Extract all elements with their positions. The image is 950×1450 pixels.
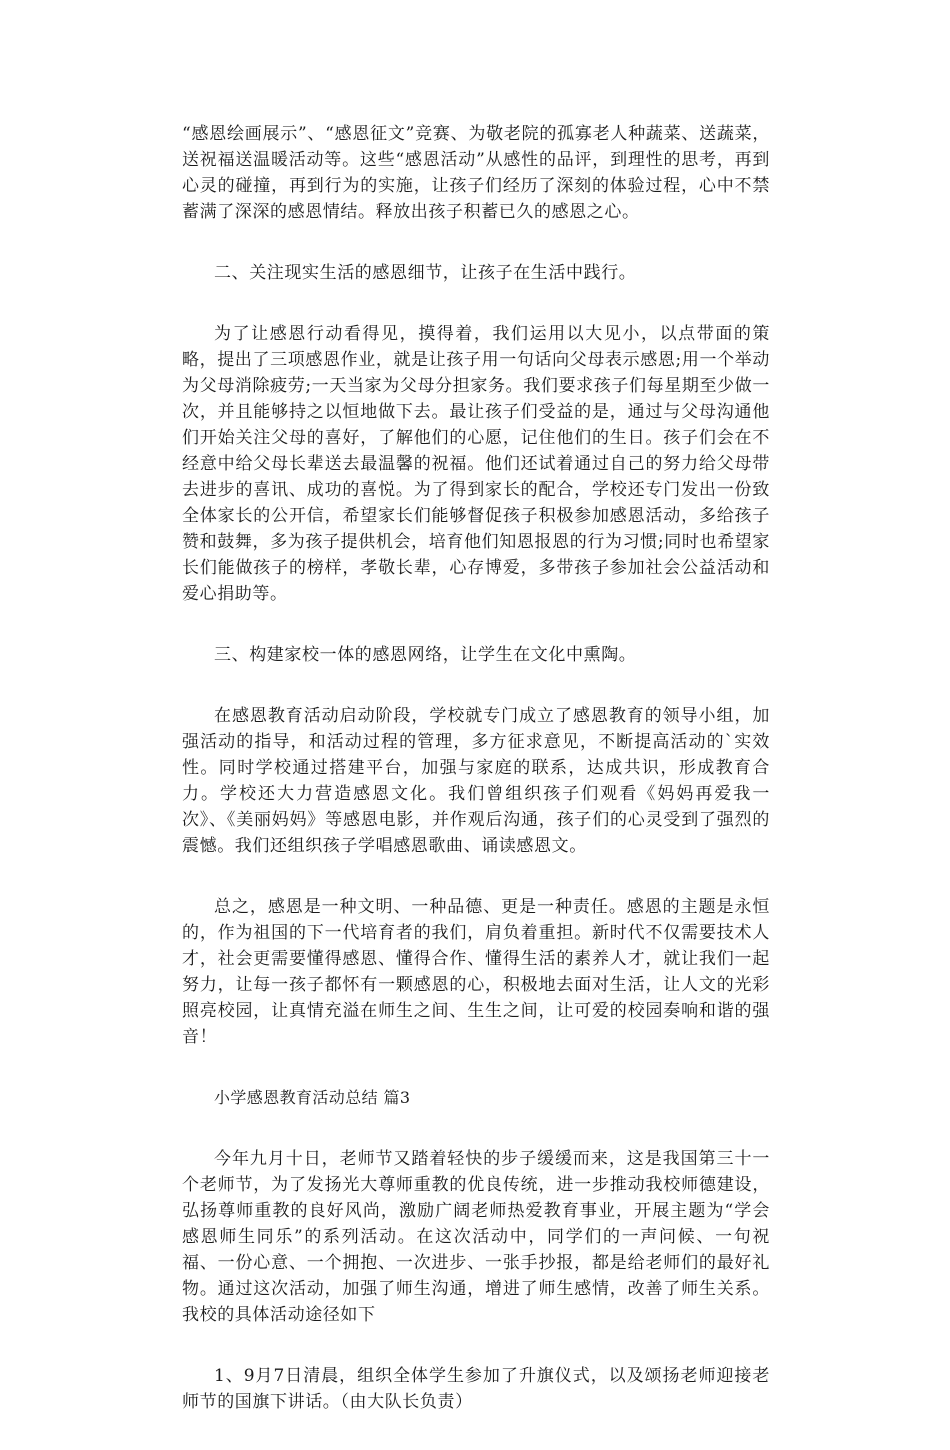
- paragraph-conclusion: 总之，感恩是一种文明、一种品德、更是一种责任。感恩的主题是永恒的，作为祖国的下一代培育者的我们，肩负着重担。新时代不仅需要技术人才，社会更需要懂得感恩、懂得合作、懂得生活的素养人才，就让我们一起努力，让每一孩子都怀有一颗感恩的心，积极地去面对生活，让人文的光彩照亮校园，让真情充溢在师生之间、生生之间，让可爱的校园奏响和谐的强音！: [182, 897, 770, 1047]
- paragraph-school-culture: 在感恩教育活动启动阶段，学校就专门成立了感恩教育的领导小组，加强活动的指导，和活动过程的管理，多方征求意见，不断提高活动的`实效性。同时学校通过搭建平台，加强与家庭的联系，达成共识，形成教育合力。学校还大力营造感恩文化。我们曾组织孩子们观看《妈妈再爱我一次》、《美丽妈妈》等感恩电影，并作观后沟通，孩子们的心灵受到了强烈的震憾。我们还组织孩子学唱感恩歌曲、诵读感恩文。: [182, 706, 770, 856]
- paragraph-continued: “感恩绘画展示”、“感恩征文”竞赛、为敬老院的孤寡老人种蔬菜、送蔬菜，送祝福送温暖活动等。这些“感恩活动”从感性的品评，到理性的思考，再到心灵的碰撞，再到行为的实施，让孩子们经历了深刻的体验过程，心中不禁蓄满了深深的感恩情结。释放出孩子积蓄已久的感恩之心。: [182, 124, 770, 222]
- section-heading-2: 二、关注现实生活的感恩细节，让孩子在生活中践行。: [214, 263, 637, 283]
- article-title: 小学感恩教育活动总结 篇3: [214, 1088, 411, 1107]
- document-body: [182, 121, 770, 1450]
- section-heading-3: 三、构建家校一体的感恩网络，让学生在文化中熏陶。: [214, 645, 637, 665]
- paragraph-teachers-day: 今年九月十日，老师节又踏着轻快的步子缓缓而来，这是我国第三十一个老师节，为了发扬光大尊师重教的优良传统，进一步推动我校师德建设，弘扬尊师重教的良好风尚，激励广阔老师热爱教育事业，开展主题为“学会感恩师生同乐”的系列活动。在这次活动中，同学们的一声问候、一句祝福、一份心意、一个拥抱、一次进步、一张手抄报，都是给老师们的最好礼物。通过这次活动，加强了师生沟通，增进了师生感情，改善了师生关系。我校的具体活动途径如下: [182, 1149, 770, 1325]
- paragraph-thanks-homework: 为了让感恩行动看得见，摸得着，我们运用以大见小，以点带面的策略，提出了三项感恩作业，就是让孩子用一句话向父母表示感恩;用一个举动为父母消除疲劳;一天当家为父母分担家务。我们要求孩子们每星期至少做一次，并且能够持之以恒地做下去。最让孩子们受益的是，通过与父母沟通他们开始关注父母的喜好，了解他们的心愿，记住他们的生日。孩子们会在不经意中给父母长辈送去最温馨的祝福。他们还试着通过自己的努力给父母带去进步的喜讯、成功的喜悦。为了得到家长的配合，学校还专门发出一份致全体家长的公开信，希望家长们能够督促孩子积极参加感恩活动，多给孩子赞和鼓舞，多为孩子提供机会，培育他们知恩报恩的行为习惯;同时也希望家长们能做孩子的榜样，孝敬长辈，心存博爱，多带孩子参加社会公益活动和爱心捐助等。: [182, 324, 770, 604]
- paragraph-flag-ceremony: 1、9月7日清晨，组织全体学生参加了升旗仪式，以及颂扬老师迎接老师节的国旗下讲话。（由大队长负责）: [182, 1366, 770, 1412]
